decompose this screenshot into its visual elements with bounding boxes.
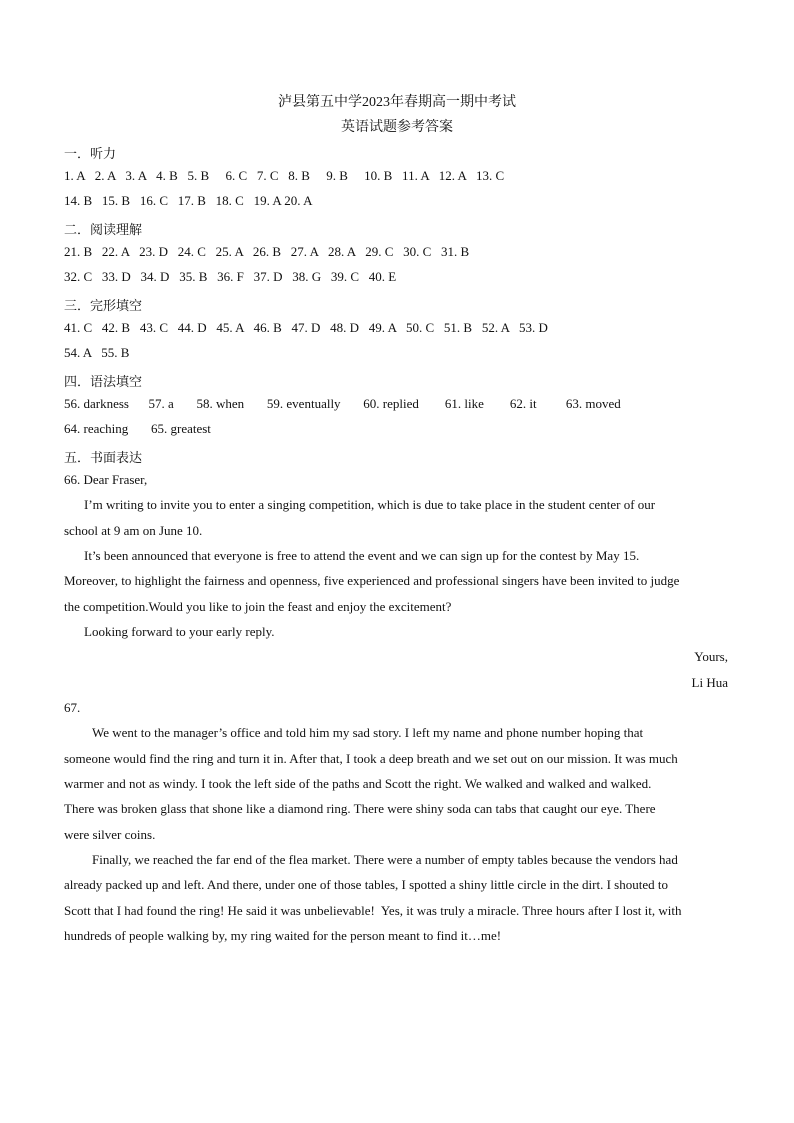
answers-grammar-line-2: 64. reaching 65. greatest — [64, 421, 211, 436]
page-subtitle: 英语试题参考答案 — [341, 120, 453, 135]
section-cloze-title: 三．完形填空 — [64, 298, 143, 313]
answers-cloze-line-1: 41. C 42. B 43. C 44. D 45. A 46. B 47. D 48. D 49. A 50. C 51. B 52. A 53. D — [64, 320, 548, 335]
letter-paragraph-2-line-1: It’s been announced that everyone is free to attend the event and we can sign up for the contest by May 15. — [84, 548, 640, 563]
story-paragraph-1-line-2: someone would find the ring and turn it in. After that, I took a deep breath and we set out on our mission. It was much — [64, 751, 678, 766]
story-paragraph-2-line-3: Scott that I had found the ring! He said it was unbelievable! Yes, it was truly a miracle. Three hours after I lost it, with — [64, 903, 682, 918]
letter-paragraph-1-line-2: school at 9 am on June 10. — [64, 523, 203, 538]
story-paragraph-2-line-2: already packed up and left. And there, under one of those tables, I spotted a shiny little circle in the dirt. I shouted to — [64, 877, 668, 892]
story-question-number: 67. — [64, 700, 81, 715]
letter-paragraph-2-line-2: Moreover, to highlight the fairness and openness, five experienced and professional singers have been invited to judge — [64, 573, 680, 588]
letter-paragraph-3: Looking forward to your early reply. — [84, 624, 275, 639]
answers-reading-line-2: 32. C 33. D 34. D 35. B 36. F 37. D 38. G 39. C 40. E — [64, 269, 397, 284]
page-title: 泸县第五中学2023年春期高一期中考试 — [278, 95, 516, 110]
letter-closing: Yours, — [694, 649, 728, 664]
story-paragraph-1-line-1: We went to the manager’s office and told him my sad story. I left my name and phone number hoping that — [92, 725, 644, 740]
letter-greeting: 66. Dear Fraser, — [64, 472, 148, 487]
answers-listening-line-1: 1. A 2. A 3. A 4. B 5. B 6. C 7. C 8. B 9. B 10. B 11. A 12. A 13. C — [64, 168, 505, 183]
section-writing-title: 五．书面表达 — [64, 450, 143, 465]
answers-listening-line-2: 14. B 15. B 16. C 17. B 18. C 19. A 20. A — [64, 193, 313, 208]
story-paragraph-1-line-3: warmer and not as windy. I took the left side of the paths and Scott the right. We walked and walked and walked. — [64, 776, 652, 791]
letter-signature: Li Hua — [691, 675, 728, 690]
section-reading-title: 二．阅读理解 — [64, 222, 143, 237]
answers-grammar-line-1: 56. darkness 57. a 58. when 59. eventually 60. replied 61. like 62. it 63. moved — [64, 396, 621, 411]
story-paragraph-1-line-5: were silver coins. — [64, 827, 156, 842]
answers-reading-line-1: 21. B 22. A 23. D 24. C 25. A 26. B 27. A 28. A 29. C 30. C 31. B — [64, 244, 470, 259]
answers-cloze-line-2: 54. A 55. B — [64, 345, 130, 360]
story-paragraph-2-line-1: Finally, we reached the far end of the flea market. There were a number of empty tables because the vendors had — [92, 852, 678, 867]
story-paragraph-2-line-4: hundreds of people walking by, my ring waited for the person meant to find it…me! — [64, 928, 502, 943]
section-listening-title: 一．听力 — [64, 146, 117, 161]
story-paragraph-1-line-4: There was broken glass that shone like a diamond ring. There were shiny soda can tabs that caught our eye. There — [64, 801, 656, 816]
section-grammar-title: 四．语法填空 — [64, 374, 143, 389]
letter-paragraph-1-line-1: I’m writing to invite you to enter a singing competition, which is due to take place in the student center of our — [84, 497, 656, 512]
letter-paragraph-2-line-3: the competition.Would you like to join the feast and enjoy the excitement? — [64, 599, 452, 614]
